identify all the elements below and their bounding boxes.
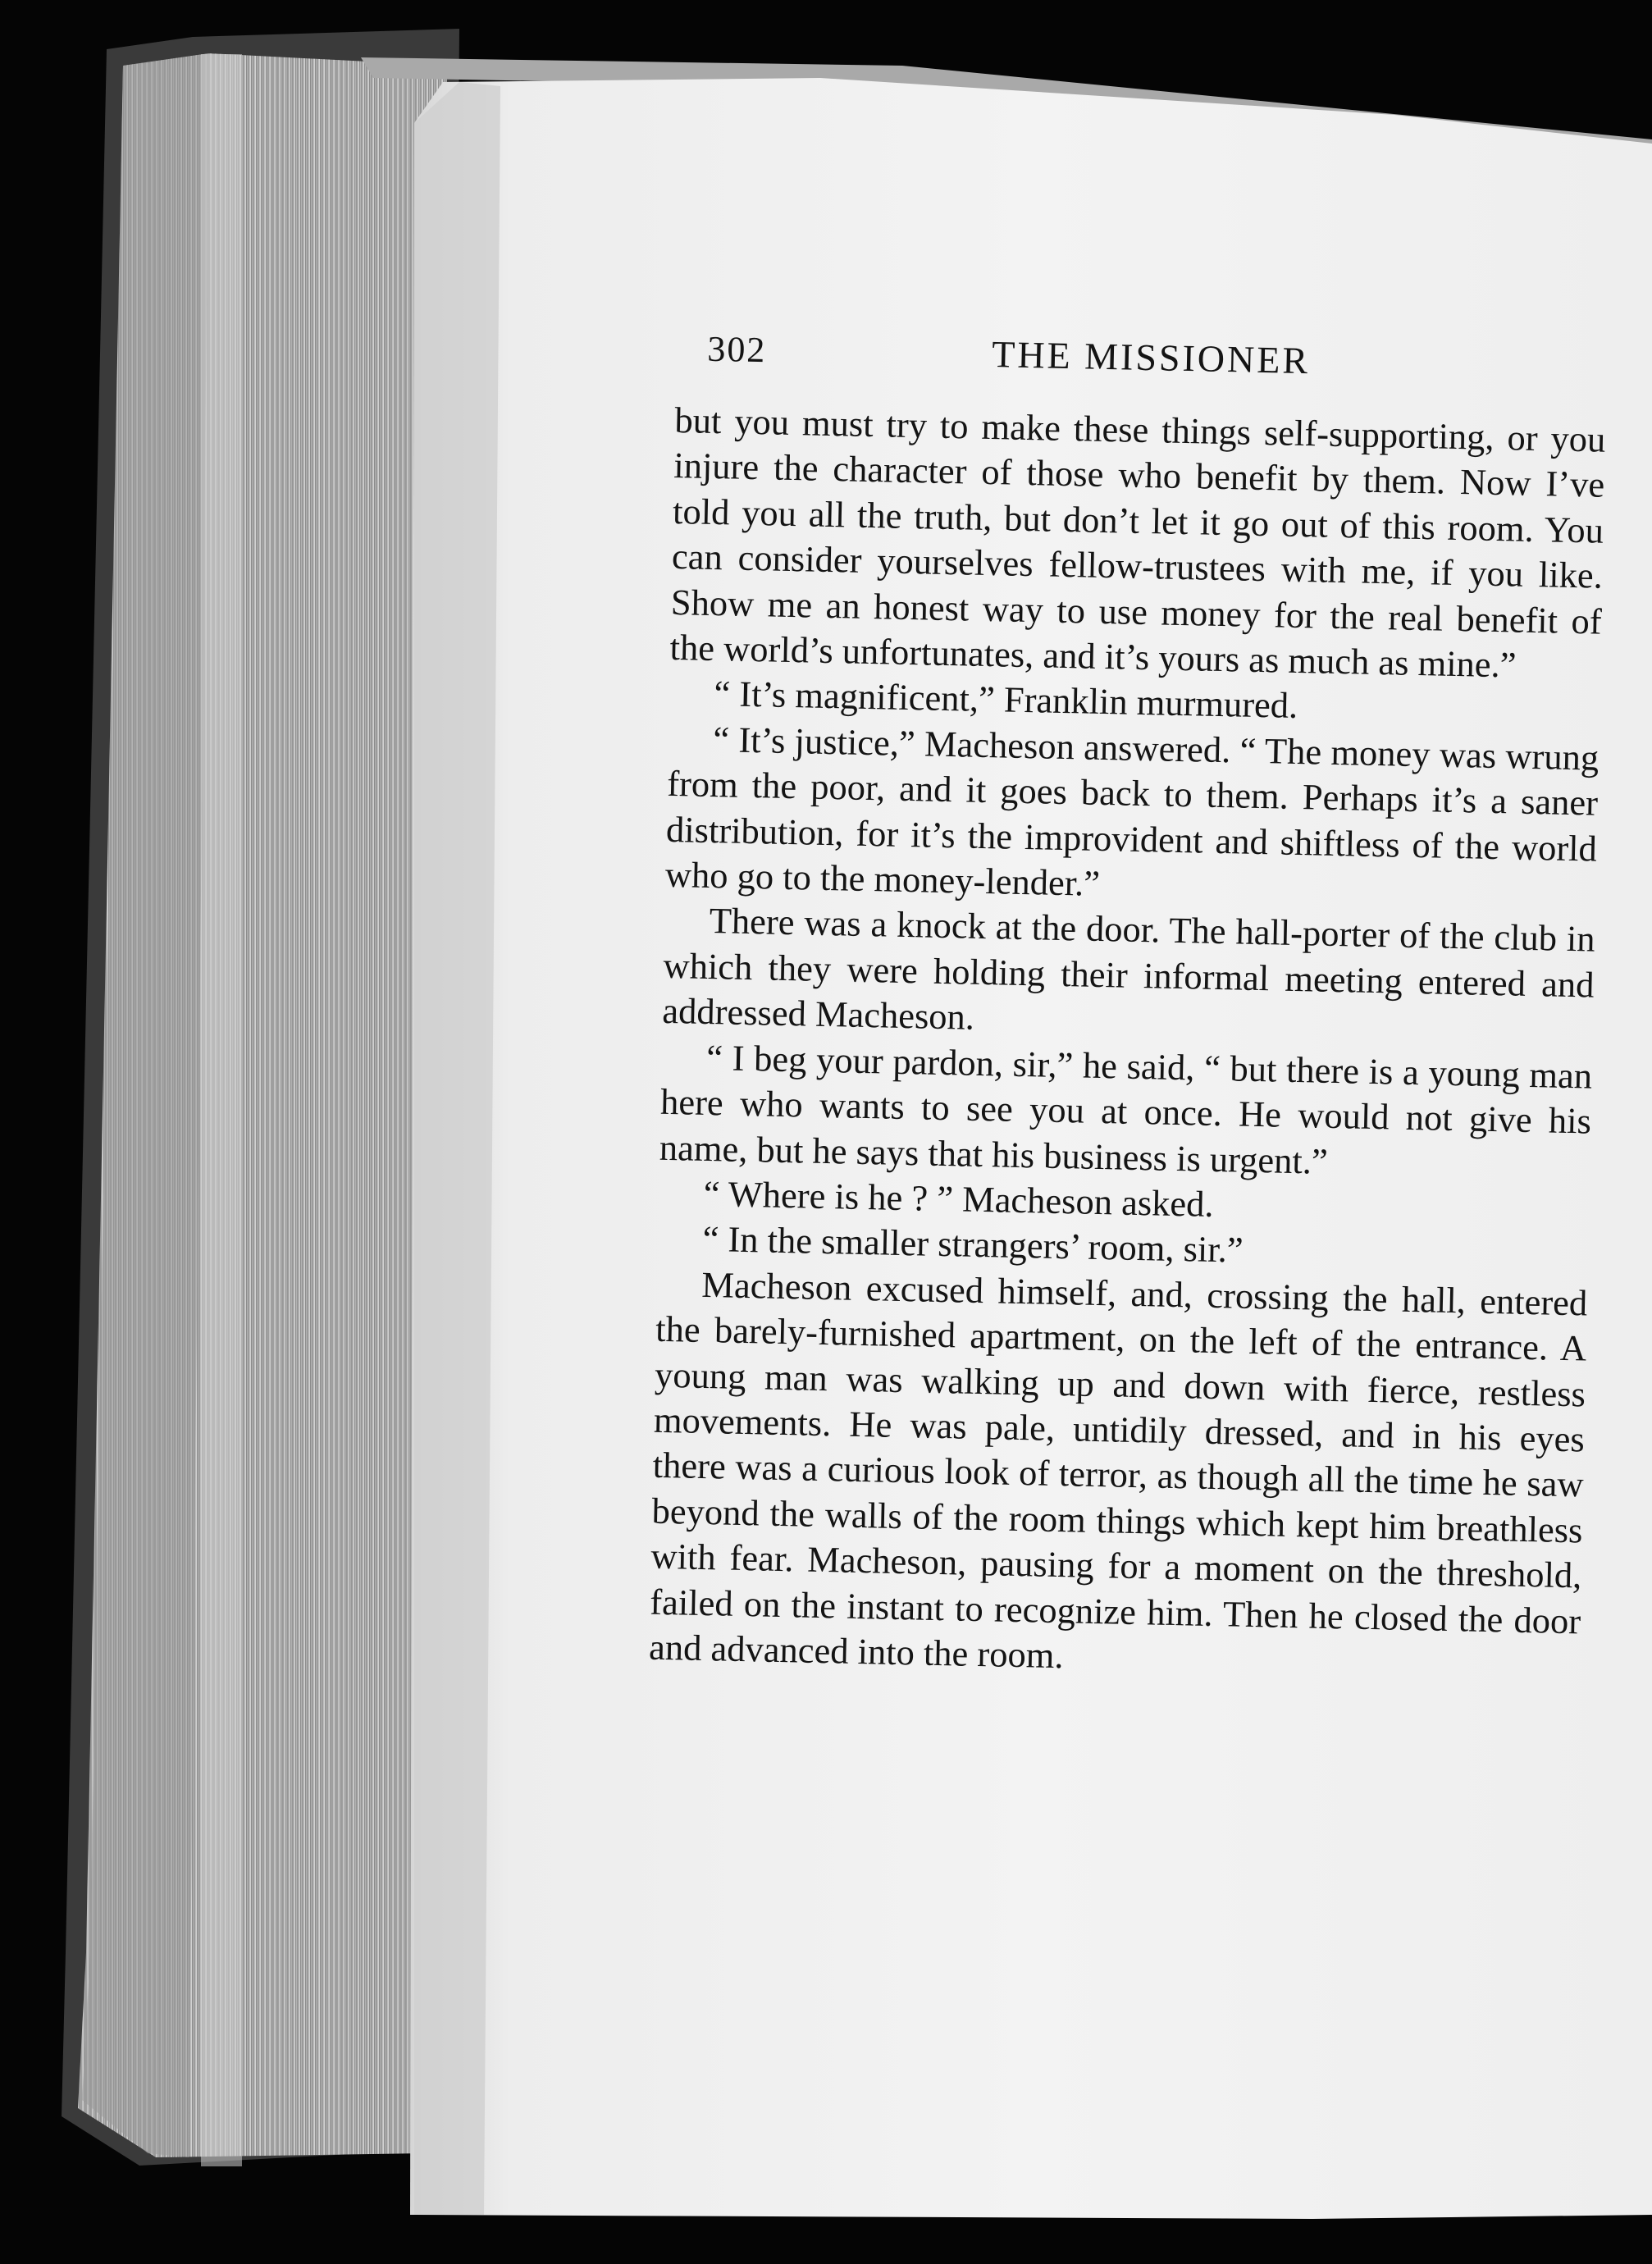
paragraph: “ Where is he ? ” Macheson asked. [703,1172,1215,1225]
paragraph: “ It’s magnificent,” Franklin murmured. [714,673,1298,727]
body-text [649,398,1606,1690]
book-page-edges [62,29,459,2166]
page-number: 302 [706,328,767,371]
paragraph: There was a knock at the door. The hall-porter of the club in which they were holding their informal meeting entered and addressed Macheson. [661,900,1596,1038]
paragraph: “ In the smaller strangers’ room, sir.” [702,1218,1244,1271]
paragraph: Macheson excused himself, and, crossing the hall, entered the barely-furnished apartment, on the left of the entrance. A young man was walking up and down with fierce, restless movements. He was pale, untidily dressed, and in his eyes there was a curious look of terror, as though all the time he saw beyond the walls of the room things which kept him breathless with fear. Macheson, pausing for a moment on the threshold, failed on the instant to recognize him. Then he closed the door and advanced into the room. [648,1263,1588,1677]
paragraph: “ I beg your pardon, sir,” he said, “ but there is a young man here who wants to see you at once. He would not give his name, but he says that his business is urgent.” [659,1036,1593,1182]
running-title: THE MISSIONER [991,333,1311,382]
paragraph: but you must try to make these things self-supporting, or you injure the character of those who benefit by them. Now I’ve told you all the truth, but don’t let it go out of this room. You can consider yourselves fellow-trustees with me, if you like. Show me an honest way to use money for the real benefit of the world’s unfortunates, and it’s yours as much as mine.” [669,399,1606,686]
paragraph: “ It’s justice,” Macheson answered. “ The money was wrung from the poor, and it goes back to them. Perhaps it’s a saner distribution, for it’s the improvident and shiftless of the world who go to the money-lender.” [664,718,1600,905]
book-page-text [649,324,1608,1690]
